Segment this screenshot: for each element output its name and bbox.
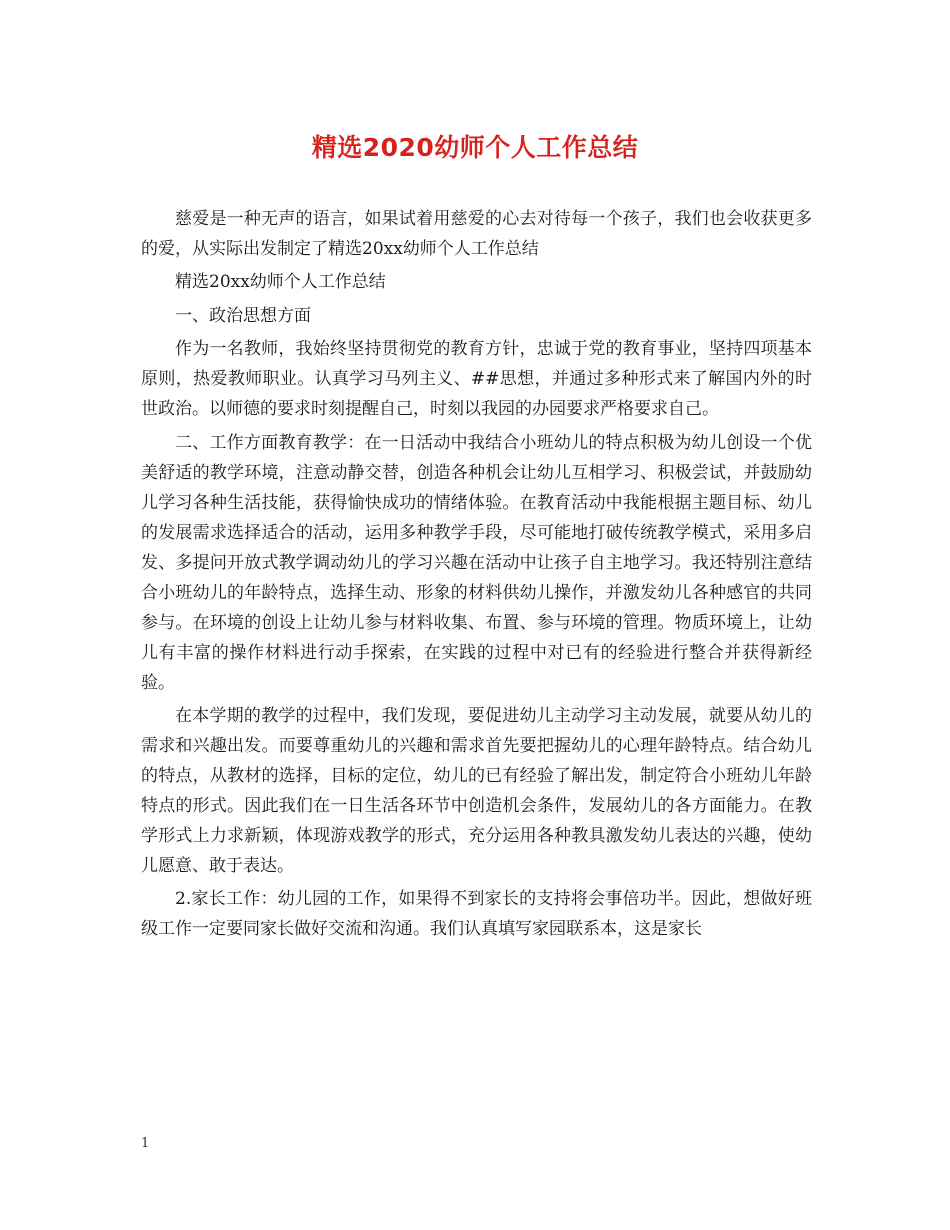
- document-body: [141, 204, 812, 948]
- paragraph-semester: 在本学期的教学的过程中，我们发现，要促进幼儿主动学习主动发展，就要从幼儿的需求和兴趣出发。而要尊重幼儿的兴趣和需求首先要把握幼儿的心理年龄特点。结合幼儿的特点，从教材的选择，目标的定位，幼儿的已有经验了解出发，制定符合小班幼儿年龄特点的形式。因此我们在一日生活各环节中创造机会条件，发展幼儿的各方面能力。在教学形式上力求新颖，体现游戏教学的形式，充分运用各种教具激发幼儿表达的兴趣，使幼儿愿意、敢于表达。: [141, 705, 812, 876]
- paragraph-teaching: 二、工作方面教育教学：在一日活动中我结合小班幼儿的特点积极为幼儿创设一个优美舒适的教学环境，注意动静交替，创造各种机会让幼儿互相学习、积极尝试，并鼓励幼儿学习各种生活技能，获得愉快成功的情绪体验。在教育活动中我能根据主题目标、幼儿的发展需求选择适合的活动，运用多种教学手段，尽可能地打破传统教学模式，采用多启发、多提问开放式教学调动幼儿的学习兴趣在活动中让孩子自主地学习。我还特别注意结合小班幼儿的年龄特点，选择生动、形象的材料供幼儿操作，并激发幼儿各种感官的共同参与。在环境的创设上让幼儿参与材料收集、布置、参与环境的管理。物质环境上，让幼儿有丰富的操作材料进行动手探索，在实践的过程中对已有的经验进行整合并获得新经验。: [141, 432, 812, 693]
- section-heading-politics: 一、政治思想方面: [175, 305, 311, 326]
- paragraph-parents: 2.家长工作：幼儿园的工作，如果得不到家长的支持将会事倍功半。因此，想做好班级工作一定要同家长做好交流和沟通。我们认真填写家园联系本，这是家长: [141, 889, 812, 940]
- paragraph-politics: 作为一名教师，我始终坚持贯彻党的教育方针，忠诚于党的教育事业，坚持四项基本原则，热爱教师职业。认真学习马列主义、##思想，并通过多种形式来了解国内外的时世政治。以师德的要求时刻提醒自己，时刻以我园的办园要求严格要求自己。: [141, 339, 812, 420]
- paragraph-subtitle: 精选20xx幼师个人工作总结: [175, 272, 386, 293]
- document-title: 精选2020幼师个人工作总结: [311, 133, 639, 162]
- paragraph-intro: 慈爱是一种无声的语言，如果试着用慈爱的心去对待每一个孩子，我们也会收获更多的爱，从实际出发制定了精选20xx幼师个人工作总结: [141, 209, 812, 259]
- page-number: 1: [141, 1136, 150, 1151]
